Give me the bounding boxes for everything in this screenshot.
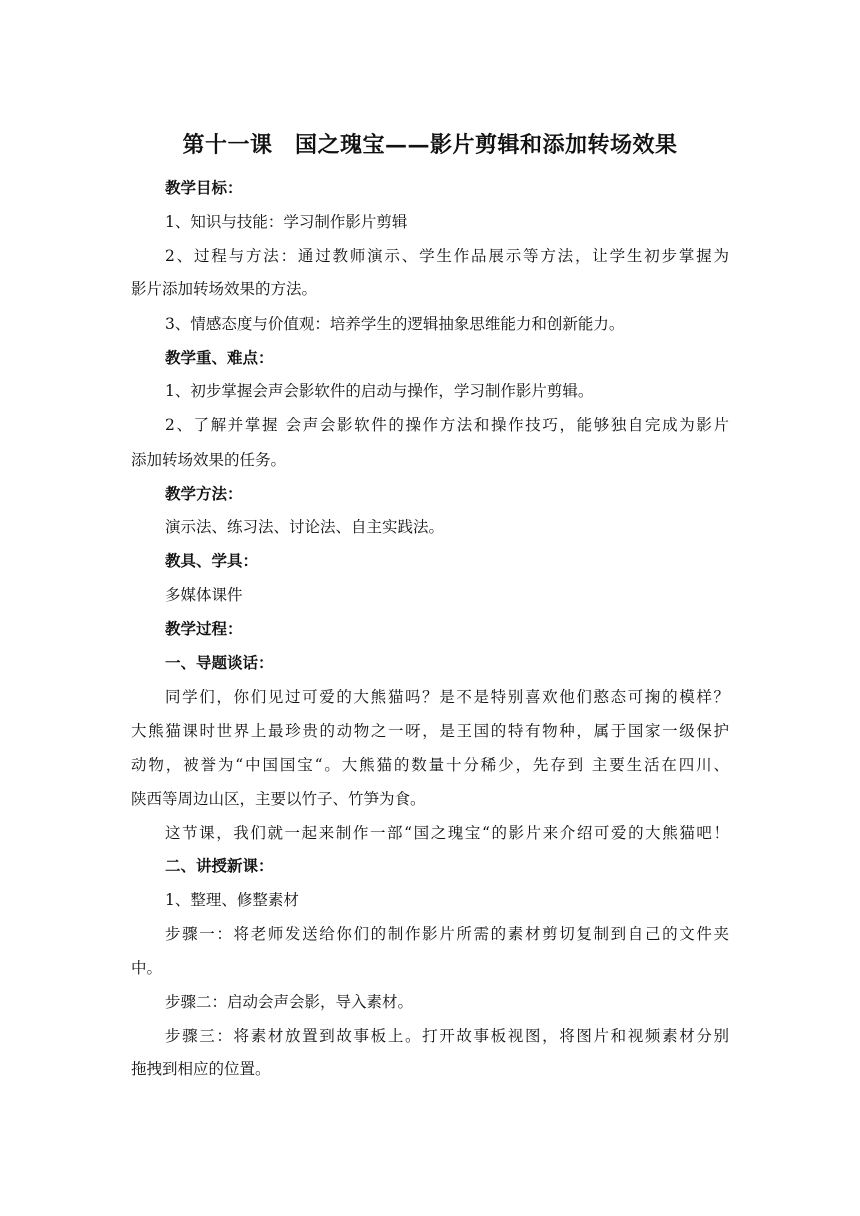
paragraph-line: 1、初步掌握会声会影软件的启动与操作，学习制作影片剪辑。 (165, 382, 594, 400)
paragraph-line: 这节课，我们就一起来制作一部“国之瑰宝“的影片来介绍可爱的大熊猫吧！ (165, 824, 729, 842)
heading-teaching-aids: 教具、学具： (165, 551, 259, 570)
paragraph-line: 3、情感态度与价值观：培养学生的逻辑抽象思维能力和创新能力。 (165, 315, 625, 333)
paragraph-line: 拖拽到相应的位置。 (131, 1060, 271, 1078)
document-title: 第十一课 国之瑰宝——影片剪辑和添加转场效果 (182, 132, 678, 158)
paragraph-line: 步骤二：启动会声会影，导入素材。 (165, 993, 414, 1011)
heading-new-lesson: 二、讲授新课： (165, 856, 274, 875)
paragraph-line: 1、知识与技能：学习制作影片剪辑 (165, 213, 408, 231)
paragraph-line: 中。 (131, 959, 163, 977)
paragraph-line: 动物，被誉为“中国国宝“。大熊猫的数量十分稀少，先存到 主要生活在四川、 (131, 756, 729, 774)
heading-teaching-process: 教学过程： (165, 619, 243, 638)
paragraph-line: 多媒体课件 (165, 586, 243, 604)
paragraph-line: 同学们，你们见过可爱的大熊猫吗？是不是特别喜欢他们憨态可掬的模样？ (165, 688, 729, 706)
paragraph-line: 2、过程与方法：通过教师演示、学生作品展示等方法，让学生初步掌握为 (165, 247, 729, 265)
paragraph-line: 演示法、练习法、讨论法、自主实践法。 (165, 518, 445, 536)
heading-teaching-goals: 教学目标： (165, 178, 243, 197)
heading-teaching-methods: 教学方法： (165, 484, 243, 503)
heading-key-points: 教学重、难点： (165, 348, 274, 367)
paragraph-line: 添加转场效果的任务。 (131, 451, 287, 469)
paragraph-line: 陕西等周边山区，主要以竹子、竹笋为食。 (131, 790, 426, 808)
paragraph-line: 2、了解并掌握 会声会影软件的操作方法和操作技巧，能够独自完成为影片 (165, 416, 729, 434)
paragraph-line: 步骤三：将素材放置到故事板上。打开故事板视图，将图片和视频素材分别 (165, 1027, 729, 1045)
paragraph-line: 步骤一：将老师发送给你们的制作影片所需的素材剪切复制到自己的文件夹 (165, 925, 729, 943)
heading-intro-talk: 一、导题谈话： (165, 653, 274, 672)
paragraph-line: 1、整理、修整素材 (165, 891, 299, 909)
paragraph-line: 大熊猫课时世界上最珍贵的动物之一呀，是王国的特有物种，属于国家一级保护 (131, 722, 729, 740)
paragraph-line: 影片添加转场效果的方法。 (131, 280, 318, 298)
